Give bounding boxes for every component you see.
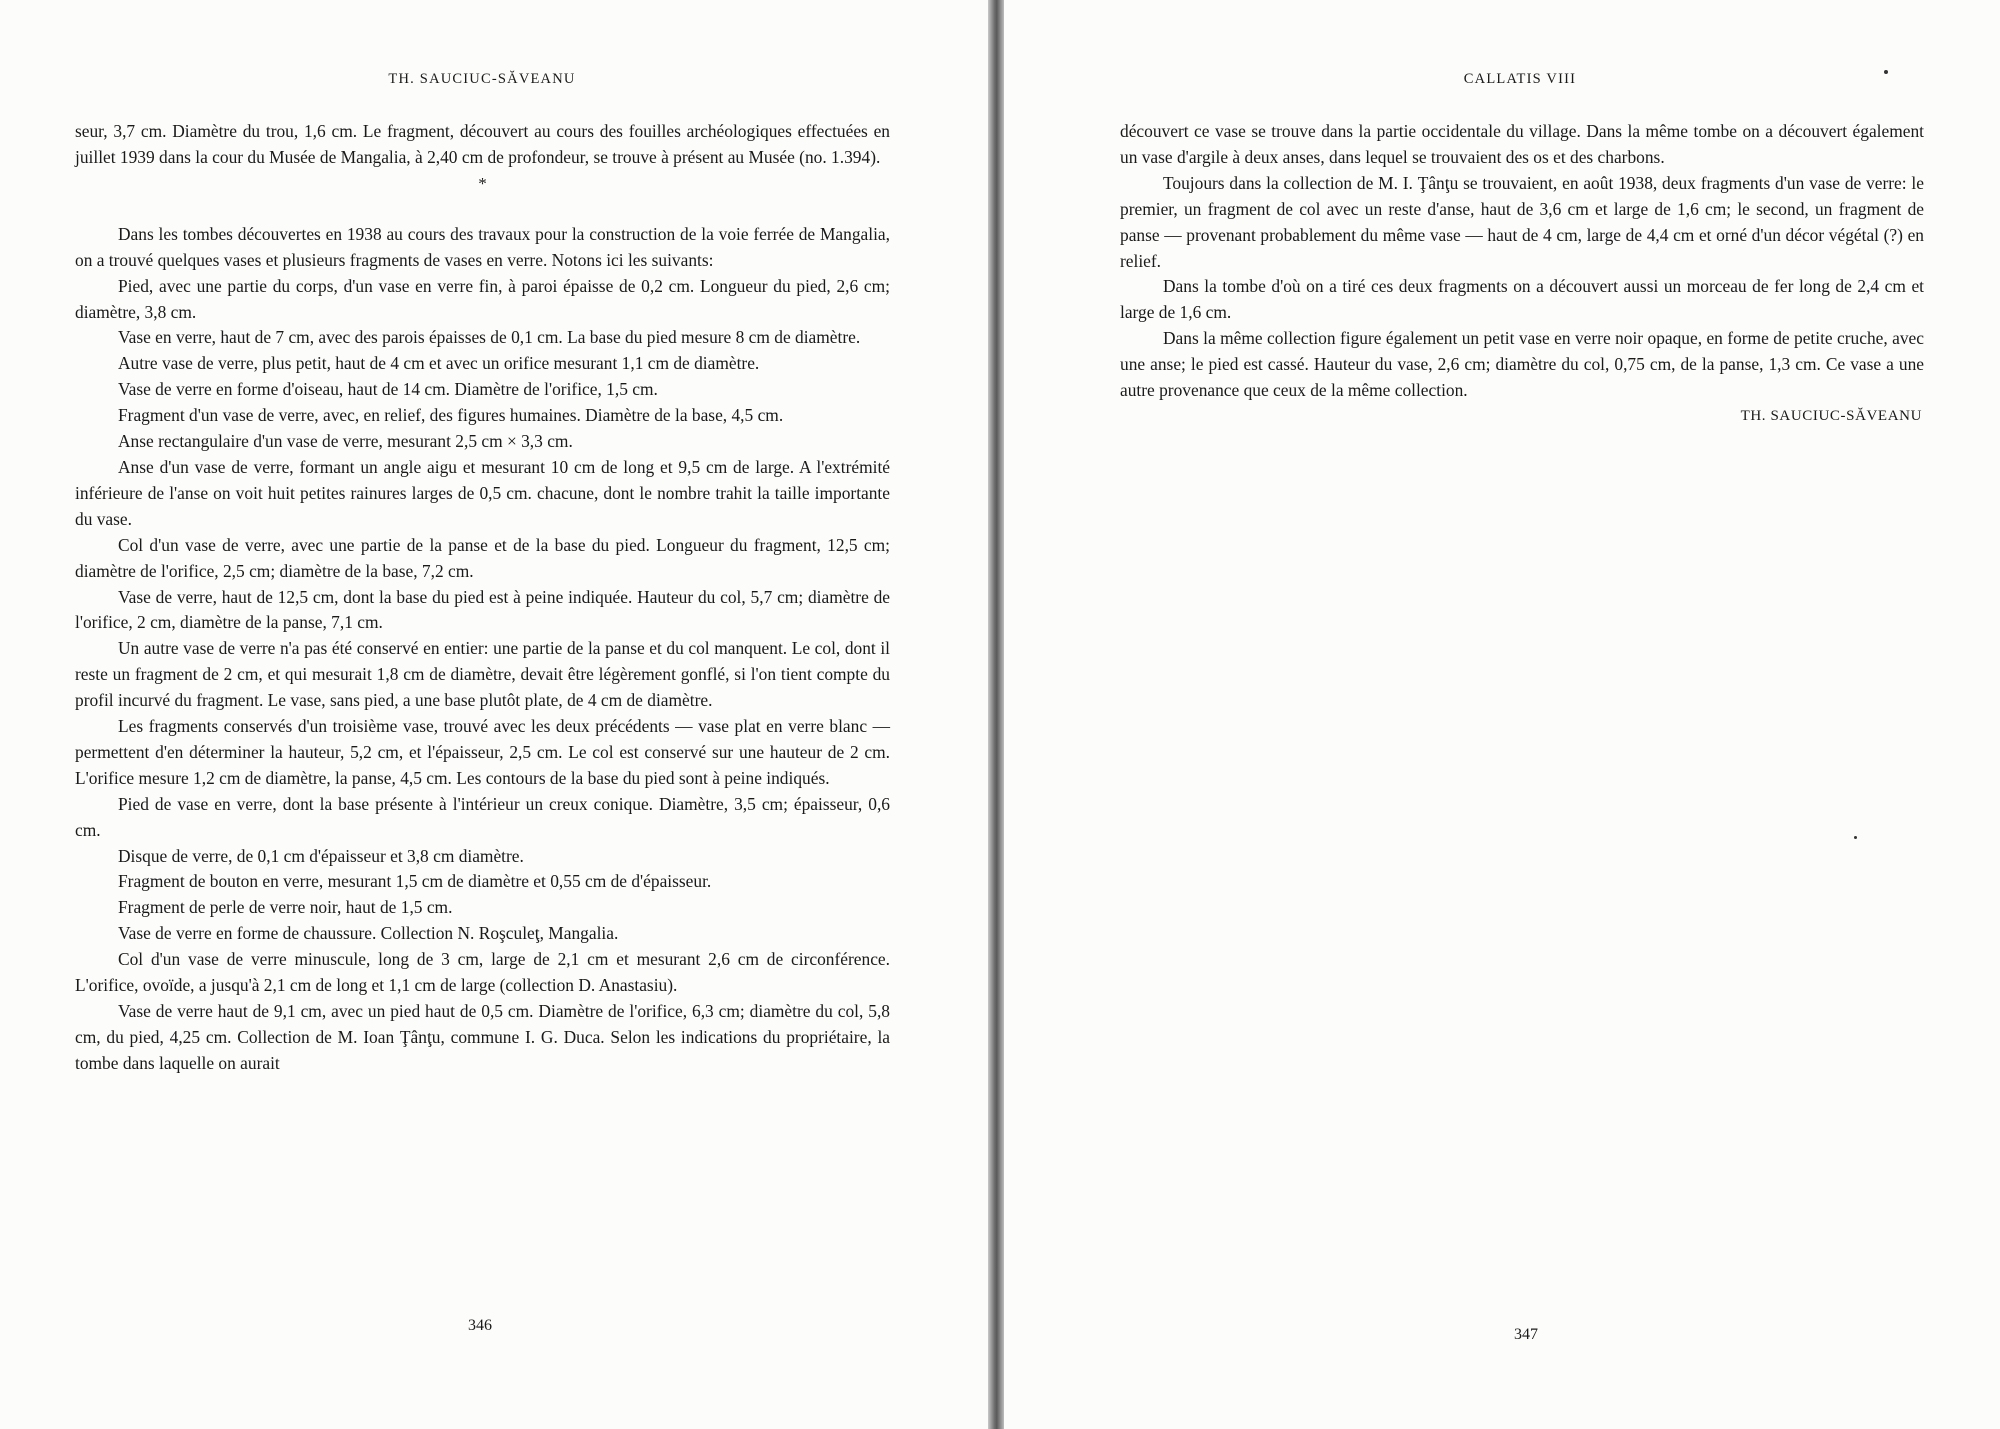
ink-speck xyxy=(1884,70,1888,74)
paragraph: Col d'un vase de verre minuscule, long de 3 cm, large de 2,1 cm et mesurant 2,6 cm de circonférence. L'orifice, ovoïde, a jusqu'à 2,1 cm de long et 1,1 cm de large (collection D. Anastasiu). xyxy=(75,949,890,996)
paragraph: Vase de verre en forme de chaussure. Collection N. Roşculeţ, Mangalia. xyxy=(118,923,619,944)
paragraph: Dans la tombe d'où on a tiré ces deux fragments on a découvert aussi un morceau de fer long de 2,4 cm et large de 1,6 cm. xyxy=(1120,276,1924,323)
paragraph: Fragment d'un vase de verre, avec, en relief, des figures humaines. Diamètre de la base, 4,5 cm. xyxy=(118,405,784,426)
left-page xyxy=(0,0,988,1429)
paragraph: découvert ce vase se trouve dans la partie occidentale du village. Dans la même tombe on a découvert également un vase d'argile à deux anses, dans lequel se trouvaient des os et des charbons. xyxy=(1120,121,1924,167)
paragraph: Les fragments conservés d'un troisième vase, trouvé avec les deux précédents — vase plat en verre blanc — permettent d'en déterminer la hauteur, 5,2 cm, et l'épaisseur, 2,5 cm. Le col est conservé sur une hauteur de 2 cm. L'orifice mesure 1,2 cm de diamètre, la panse, 4,5 cm. Les contours de la base du pied sont à peine indiqués. xyxy=(75,716,890,788)
running-head-right: CALLATIS VIII xyxy=(1463,71,1577,87)
right-page-body xyxy=(1120,119,1924,430)
paragraph: Dans la même collection figure également un petit vase en verre noir opaque, en forme de petite cruche, avec une anse; le pied est cassé. Hauteur du vase, 2,6 cm; diamètre du col, 0,75 cm, de la panse, 1,3 cm. Ce vase a une autre provenance que ceux de la même collection. xyxy=(1120,328,1924,401)
paragraph: Disque de verre, de 0,1 cm d'épaisseur et 3,8 cm diamètre. xyxy=(118,845,524,866)
paragraph: Vase de verre haut de 9,1 cm, avec un pied haut de 0,5 cm. Diamètre de l'orifice, 6,3 cm; diamètre du col, 5,8 cm, du pied, 4,25 cm. Collection de M. Ioan Ţânţu, commune I. G. Duca. Selon les indications du propriétaire, la tombe dans laquelle on aurait xyxy=(75,1001,890,1073)
book-gutter xyxy=(988,0,1004,1429)
paragraph: Col d'un vase de verre, avec une partie de la panse et de la base du pied. Longueur du fragment, 12,5 cm; diamètre de l'orifice, 2,5 cm; diamètre de la base, 7,2 cm. xyxy=(75,534,890,581)
paragraph: Vase de verre en forme d'oiseau, haut de 14 cm. Diamètre de l'orifice, 1,5 cm. xyxy=(118,379,658,400)
author-signature: TH. SAUCIUC-SĂVEANU xyxy=(1740,407,1922,424)
paragraph: Un autre vase de verre n'a pas été conservé en entier: une partie de la panse et du col manquent. Le col, dont il reste un fragment de 2 cm, et qui mesurait 1,8 cm de diamètre, devait être légèrement gonflé, si l'on tient compte du profil incurvé du fragment. Le vase, sans pied, a une base plutôt plate, de 4 cm de diamètre. xyxy=(75,638,890,711)
page-number-left: 346 xyxy=(468,1317,492,1334)
paragraph: Anse rectangulaire d'un vase de verre, mesurant 2,5 cm × 3,3 cm. xyxy=(118,431,573,452)
paragraph: Pied, avec une partie du corps, d'un vase en verre fin, à paroi épaisse de 0,2 cm. Longueur du pied, 2,6 cm; diamètre, 3,8 cm. xyxy=(75,275,890,322)
paragraph: Pied de vase en verre, dont la base présente à l'intérieur un creux conique. Diamètre, 3,5 cm; épaisseur, 0,6 cm. xyxy=(75,793,890,840)
paragraph: Toujours dans la collection de M. I. Ţânţu se trouvaient, en août 1938, deux fragments d'un vase de verre: le premier, un fragment de col avec un reste d'anse, haut de 3,6 cm et large de 1,6 cm; le second, un fragment de panse — provenant probablement du même vase — haut de 4 cm, large de 4,4 cm et orné d'un décor végétal (?) en relief. xyxy=(1120,172,1924,271)
paragraph: Anse d'un vase de verre, formant un angle aigu et mesurant 10 cm de long et 9,5 cm de large. A l'extrémité inférieure de l'anse on voit huit petites rainures larges de 0,5 cm. chacune, dont le nombre trahit la taille importante du vase. xyxy=(75,456,890,529)
ink-speck xyxy=(1854,836,1857,839)
section-separator-star: * xyxy=(478,173,487,193)
paragraph: seur, 3,7 cm. Diamètre du trou, 1,6 cm. Le fragment, découvert au cours des fouilles archéologiques effectuées en juillet 1939 dans la cour du Musée de Mangalia, à 2,40 cm de profondeur, se trouve à présent au Musée (no. 1.394). xyxy=(75,121,890,167)
paragraph: Autre vase de verre, plus petit, haut de 4 cm et avec un orifice mesurant 1,1 cm de diamètre. xyxy=(118,353,760,374)
paragraph: Vase de verre, haut de 12,5 cm, dont la base du pied est à peine indiquée. Hauteur du col, 5,7 cm; diamètre de l'orifice, 2 cm, diamètre de la panse, 7,1 cm. xyxy=(75,586,890,633)
right-page xyxy=(1004,0,2000,1429)
paragraph: Dans les tombes découvertes en 1938 au cours des travaux pour la construction de la voie ferrée de Mangalia, on a trouvé quelques vases et plusieurs fragments de vases en verre. Notons ici les suivants: xyxy=(75,223,890,270)
page-number-right: 347 xyxy=(1514,1326,1538,1343)
left-page-body xyxy=(75,119,890,1077)
paragraph: Fragment de perle de verre noir, haut de 1,5 cm. xyxy=(118,897,453,918)
running-head-left: TH. SAUCIUC-SĂVEANU xyxy=(388,71,576,87)
paragraph: Vase en verre, haut de 7 cm, avec des parois épaisses de 0,1 cm. La base du pied mesure 8 cm de diamètre. xyxy=(118,327,861,348)
paragraph: Fragment de bouton en verre, mesurant 1,5 cm de diamètre et 0,55 cm de d'épaisseur. xyxy=(118,871,712,892)
